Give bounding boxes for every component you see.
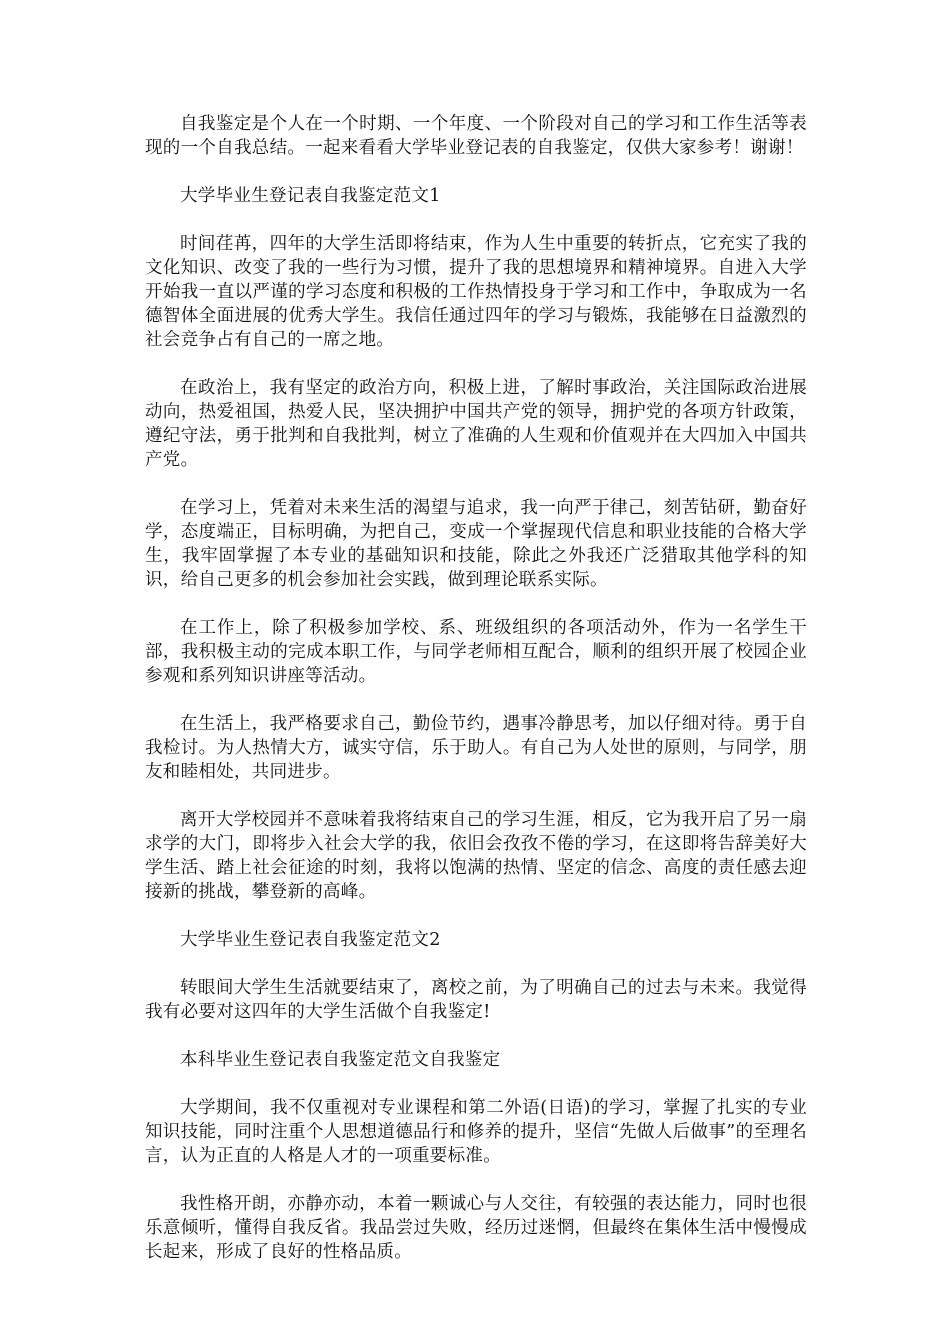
body-paragraph: 在政治上，我有坚定的政治方向，积极上进，了解时事政治，关注国际政治进展动向，热爱祖国，热爱人民，坚决拥护中国共产党的领导，拥护党的各项方针政策，遵纪守法，勇于批判和自我批判，树立了准确的人生观和价值观并在大四加入中国共产党。 — [145, 378, 807, 470]
body-paragraph: 在工作上，除了积极参加学校、系、班级组织的各项活动外，作为一名学生干部，我积极主动的完成本职工作，与同学老师相互配合，顺利的组织开展了校园企业参观和系列知识讲座等活动。 — [145, 618, 807, 686]
section-heading-sample-2: 大学毕业生登记表自我鉴定范文2 — [180, 930, 441, 950]
section-heading-sample-1: 大学毕业生登记表自我鉴定范文1 — [180, 186, 441, 206]
body-paragraph: 大学期间，我不仅重视对专业课程和第二外语(日语)的学习，掌握了扎实的专业知识技能，同时注重个人思想道德品行和修养的提升，坚信“先做人后做事”的至理名言，认为正直的人格是人才的一项重要标准。 — [145, 1098, 807, 1166]
body-paragraph: 时间荏苒，四年的大学生活即将结束，作为人生中重要的转折点，它充实了我的文化知识、改变了我的一些行为习惯，提升了我的思想境界和精神境界。自进入大学开始我一直以严谨的学习态度和积极的工作热情投身于学习和工作中，争取成为一名德智体全面进展的优秀大学生。我信任通过四年的学习与锻炼，我能够在日益激烈的社会竞争占有自己的一席之地。 — [145, 234, 807, 350]
section-heading-undergrad: 本科毕业生登记表自我鉴定范文自我鉴定 — [180, 1050, 501, 1070]
body-paragraph: 我性格开朗，亦静亦动，本着一颗诚心与人交往，有较强的表达能力，同时也很乐意倾听，懂得自我反省。我品尝过失败，经历过迷惘，但最终在集体生活中慢慢成长起来，形成了良好的性格品质。 — [145, 1194, 807, 1262]
body-paragraph: 在学习上，凭着对未来生活的渴望与追求，我一向严于律己，刻苦钻研，勤奋好学，态度端正，目标明确，为把自己，变成一个掌握现代信息和职业技能的合格大学生，我牢固掌握了本专业的基础知识和技能，除此之外我还广泛猎取其他学科的知识，给自己更多的机会参加社会实践，做到理论联系实际。 — [145, 498, 807, 590]
intro-paragraph: 自我鉴定是个人在一个时期、一个年度、一个阶段对自己的学习和工作生活等表现的一个自我总结。一起来看看大学毕业登记表的自我鉴定，仅供大家参考！谢谢！ — [145, 114, 807, 158]
document-body — [145, 112, 807, 1288]
body-paragraph: 离开大学校园并不意味着我将结束自己的学习生涯，相反，它为我开启了另一扇求学的大门，即将步入社会大学的我，依旧会孜孜不倦的学习，在这即将告辞美好大学生活、踏上社会征途的时刻，我将以饱满的热情、坚定的信念、高度的责任感去迎接新的挑战，攀登新的高峰。 — [145, 810, 807, 902]
body-paragraph: 转眼间大学生生活就要结束了，离校之前，为了明确自己的过去与未来。我觉得我有必要对这四年的大学生活做个自我鉴定! — [145, 978, 807, 1022]
body-paragraph: 在生活上，我严格要求自己，勤俭节约，遇事冷静思考，加以仔细对待。勇于自我检讨。为人热情大方，诚实守信，乐于助人。有自己为人处世的原则，与同学，朋友和睦相处，共同进步。 — [145, 714, 807, 782]
